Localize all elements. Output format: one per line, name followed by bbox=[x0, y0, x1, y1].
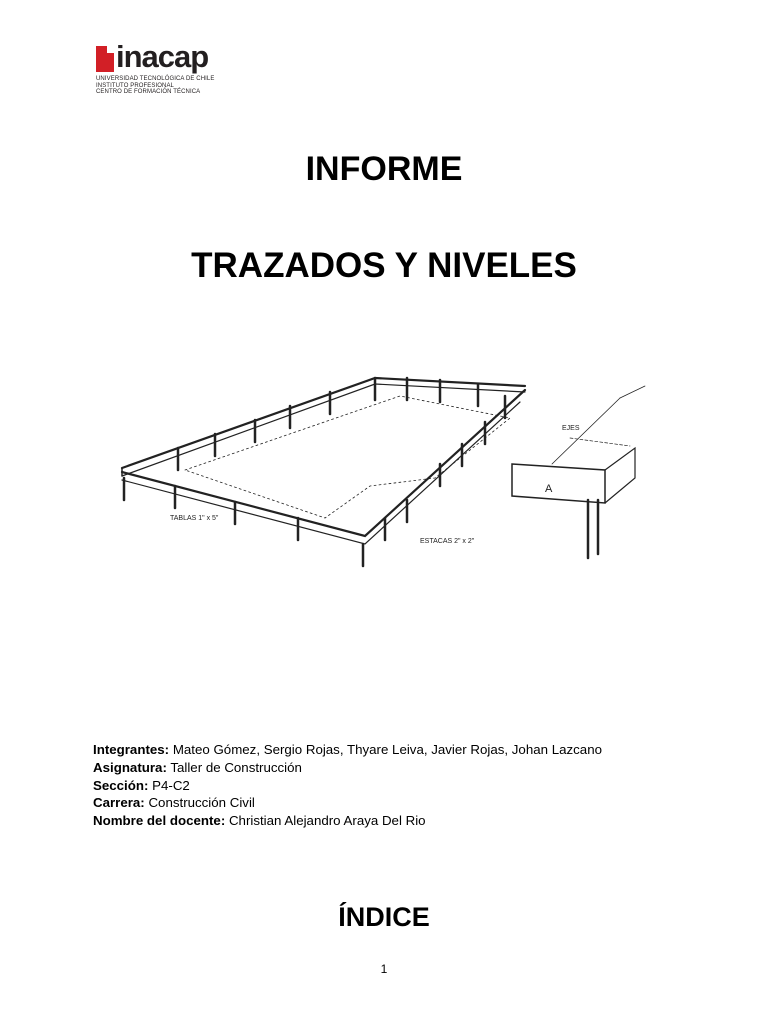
asignatura-value: Taller de Construcción bbox=[170, 759, 302, 775]
figure-label-estacas: ESTACAS 2" x 2" bbox=[420, 538, 475, 545]
integrantes-label: Integrantes: bbox=[93, 742, 170, 757]
carrera-label: Carrera: bbox=[93, 795, 145, 811]
index-heading: ÍNDICE bbox=[338, 902, 430, 932]
logo-mark-icon bbox=[96, 46, 114, 72]
layout-drawing-figure bbox=[100, 358, 655, 573]
logo-wordmark: inacap bbox=[116, 39, 209, 74]
logo-subtitle-line: UNIVERSIDAD TECNOLÓGICA DE CHILE bbox=[96, 76, 215, 82]
document-title: INFORME bbox=[305, 150, 463, 188]
docente-label: Nombre del docente: bbox=[93, 813, 226, 829]
logo-subtitle bbox=[96, 76, 214, 96]
seccion-value: P4-C2 bbox=[152, 777, 190, 793]
page-number: 1 bbox=[380, 962, 388, 976]
info-row-carrera bbox=[93, 794, 602, 812]
info-row-seccion bbox=[93, 777, 602, 795]
seccion-label: Sección: bbox=[93, 777, 149, 793]
docente-value: Christian Alejandro Araya Del Rio bbox=[228, 813, 426, 829]
logo-subtitle-line: CENTRO DE FORMACIÓN TÉCNICA bbox=[96, 89, 201, 95]
figure-label-tablas: TABLAS 1" x 5" bbox=[170, 515, 219, 522]
asignatura-label: Asignatura: bbox=[93, 759, 167, 775]
info-row-docente bbox=[93, 812, 602, 830]
integrantes-value: Mateo Gómez, Sergio Rojas, Thyare Leiva, Javier Rojas, Johan Lazcano bbox=[172, 742, 602, 757]
figure-label-ejes: EJES bbox=[562, 425, 580, 432]
info-row-integrantes bbox=[93, 741, 602, 759]
document-subtitle: TRAZADOS Y NIVELES bbox=[191, 246, 577, 285]
logo-subtitle-line: INSTITUTO PROFESIONAL bbox=[96, 82, 174, 89]
report-info bbox=[93, 741, 602, 830]
figure-label-a: A bbox=[545, 483, 553, 495]
inacap-logo bbox=[96, 39, 226, 114]
info-row-asignatura bbox=[93, 759, 602, 777]
carrera-value: Construcción Civil bbox=[148, 795, 255, 811]
